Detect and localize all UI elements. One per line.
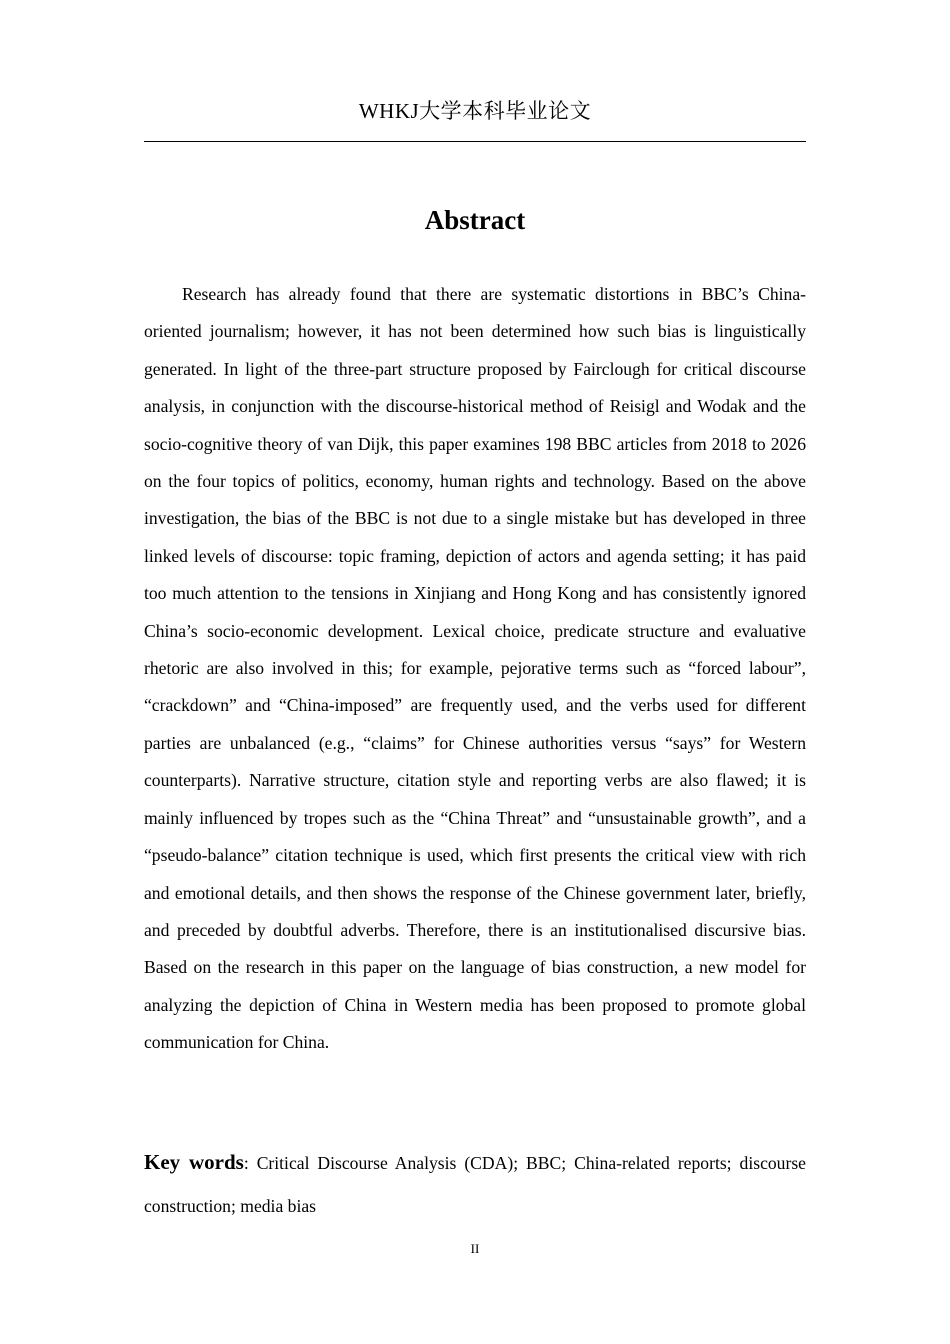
abstract-heading: Abstract [424, 205, 526, 235]
abstract-body: Research has already found that there are systematic distortions in BBC’s China-oriented journalism; however, it has not been determined how such bias is linguistically generated. In light of the three-part structure proposed by Fairclough for critical discourse analysis, in conjunction with the discourse-historical method of Reisigl and Wodak and the socio-cognitive theory of van Dijk, this paper examines 198 BBC articles from 2018 to 2026 on the four topics of politics, economy, human rights and technology. Based on the above investigation, the bias of the BBC is not due to a single mistake but has developed in three linked levels of discourse: topic framing, depiction of actors and agenda setting; it has paid too much attention to the tensions in Xinjiang and Hong Kong and has consistently ignored China’s socio-economic development. Lexical choice, predicate structure and evaluative rhetoric are also involved in this; for example, pejorative terms such as “forced labour”, “crackdown” and “China-imposed” are frequently used, and the verbs used for different parties are unbalanced (e.g., “claims” for Chinese authorities versus “says” for Western counterparts). Narrative structure, citation style and reporting verbs are also flawed; it is mainly influenced by tropes such as the “China Threat” and “unsustainable growth”, and a “pseudo-balance” citation technique is used, which first presents the critical view with rich and emotional details, and then shows the response of the Chinese government later, briefly, and preceded by doubtful adverbs. Therefore, there is an institutionalised discursive bias. Based on the research in this paper on the language of bias construction, a new model for analyzing the depiction of China in Western media has been proposed to promote global communication for China. [144, 284, 806, 1053]
keywords-separator: : [243, 1153, 257, 1173]
keywords-label: Key words [144, 1150, 244, 1174]
page-number: II [470, 1241, 480, 1256]
header-divider [144, 141, 806, 142]
running-header-title: WHKJ大学本科毕业论文 [358, 99, 592, 123]
keywords-paragraph [144, 1141, 806, 1228]
keywords-text: Critical Discourse Analysis (CDA); BBC; China-related reports; discourse construction; media bias [144, 1153, 806, 1216]
